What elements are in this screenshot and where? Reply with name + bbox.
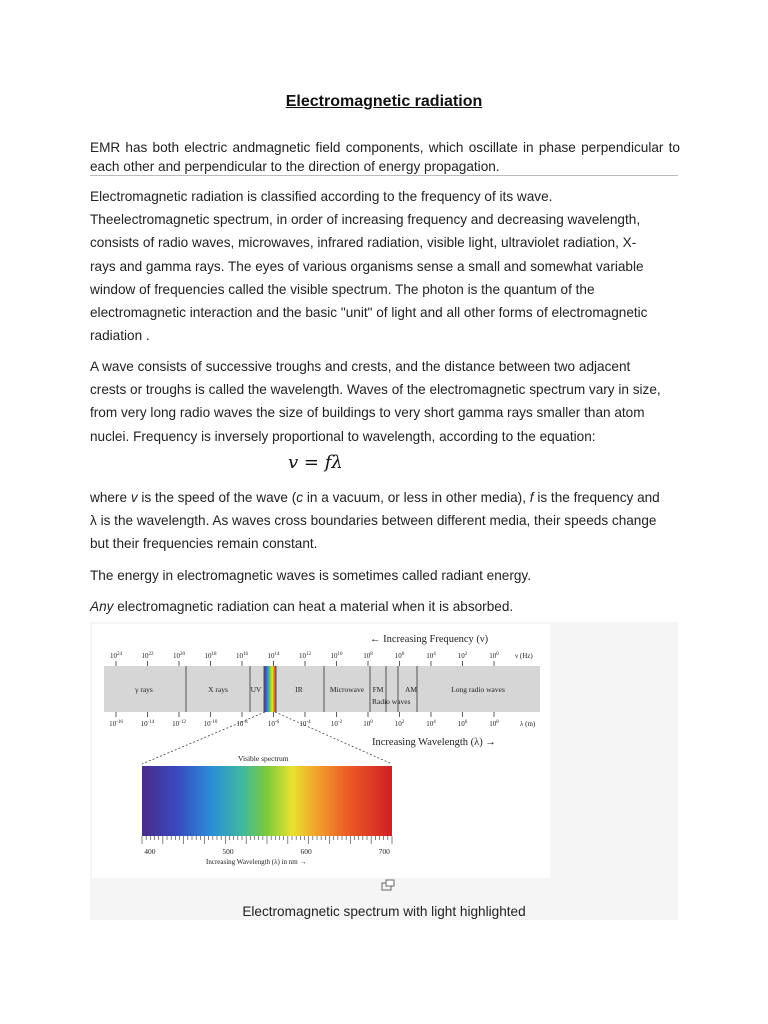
text-line: window of frequencies called the visible spectrum. The photon is the quantum of the [90,281,595,297]
text-span: where [90,490,131,505]
text-line: A wave consists of successive troughs and crests, and the distance between two adjacent [90,359,631,374]
frequency-tick-label: $10^2$ [457,652,468,660]
band-label: X rays [208,685,228,694]
wavelength-tick-label: $10^{-6}$ [267,720,280,728]
text-line: rays and gamma rays. The eyes of various organisms sense a small and somewhat variable [90,258,644,274]
classification-paragraph [90,185,680,347]
text-line: from very long radio waves the size of buildings to very short gamma rays smaller than atom [90,405,645,421]
text-line: Electromagnetic radiation is classified according to the frequency of its wave. [90,189,553,204]
visible-tick-label: 500 [222,847,234,856]
frequency-tick-label: $10^{18}$ [204,652,217,660]
wavelength-tick-label: $10^6$ [457,720,468,728]
text-line: but their frequencies remain constant. [90,536,318,552]
frequency-tick-label: $10^{24}$ [110,652,122,660]
text-line [90,486,680,509]
wavelength-tick-label: $10^{-14}$ [140,720,155,728]
text-span: is the frequency and [533,490,660,505]
radio-waves-label: Radio waves [372,697,411,706]
visible-spectrum-title: Visible spectrum [238,754,289,763]
text-line: Theelectromagnetic spectrum, in order of increasing frequency and decreasing wavelength, [90,212,641,228]
wavelength-tick-label: $10^{-8}$ [236,720,248,728]
symbol-c: c [296,490,304,505]
frequency-unit: ν (Hz) [515,652,533,660]
wavelength-tick-label: $10^{-4}$ [299,720,311,728]
wavelength-unit: λ (m) [520,720,536,728]
intro-paragraph: EMR has both electric andmagnetic field components, which oscillate in phase perpendicular to each other and perpendicular to the direction of energy propagation. [90,140,680,174]
spectrum-figure[interactable] [92,624,550,878]
wavelength-heading: Increasing Wavelength (λ) → [372,737,496,748]
wavelength-tick-label: $10^{-10}$ [203,720,218,728]
energy-paragraph: The energy in electromagnetic waves is sometimes called radiant energy. [90,568,531,583]
frequency-tick-label: $10^{22}$ [141,652,154,660]
expand-image-icon[interactable] [381,879,395,891]
frequency-tick-label: $10^{16}$ [236,652,248,660]
visible-tick-label: 600 [300,847,312,856]
wavelength-tick-label: $10^0$ [363,720,373,728]
wavelength-tick-label: $10^8$ [489,720,499,728]
text-span: electromagnetic radiation can heat a material when it is absorbed. [113,599,514,614]
frequency-tick-label: $10^{14}$ [267,652,280,660]
frequency-tick-label: $10^{10}$ [330,652,343,660]
wavelength-tick-label: $10^{-16}$ [109,720,123,728]
frequency-tick-label: $10^8$ [363,652,373,660]
text-line: λ is the wavelength. As waves cross boundaries between different media, their speeds change [90,513,657,529]
frequency-heading: ← Increasing Frequency (ν) [370,634,489,645]
visible-slit [264,666,276,712]
wavelength-tick-label: $10^{-12}$ [172,720,186,728]
wavelength-tick-label: $10^4$ [426,720,436,728]
frequency-tick-label: $10^0$ [489,652,499,660]
text-line: crests or troughs is called the wavelength. Waves of the electromagnetic spectrum vary in size, [90,382,661,398]
visible-axis-label: Increasing Wavelength (λ) in nm → [206,858,307,866]
text-line: electromagnetic interaction and the basic "unit" of light and all other forms of electromagnetic [90,305,648,321]
visible-tick-label: 400 [144,847,156,856]
band-label: Long radio waves [451,685,505,694]
band-label: IR [295,685,303,694]
text-span: in a vacuum, or less in other media), [303,490,530,505]
band-label: γ rays [135,685,153,694]
band-label: UV [250,685,262,694]
text-line: nuclei. Frequency is inversely proportional to wavelength, according to the equation: [90,428,596,444]
text-line: consists of radio waves, microwaves, infrared radiation, visible light, ultraviolet radiation, X- [90,235,637,251]
page-title: Electromagnetic radiation [285,93,483,110]
text-line: radiation . [90,328,150,344]
text-span: is the speed of the wave ( [137,490,297,505]
band-label: Microwave [329,685,365,694]
symbol-v: v [130,490,138,505]
band-label: AM [404,685,418,694]
wave-paragraph [90,355,680,448]
visible-tick-label: 700 [378,847,390,856]
frequency-tick-label: $10^6$ [394,652,405,660]
frequency-tick-label: $10^{12}$ [299,652,311,660]
emphasis-any: Any [90,599,114,614]
frequency-tick-label: $10^4$ [426,652,436,660]
wave-equation: v = fλ [288,452,343,473]
frequency-tick-label: $10^{20}$ [173,652,185,660]
heat-paragraph [90,595,680,618]
wavelength-tick-label: $10^{-2}$ [330,720,343,728]
visible-spectrum-bar [142,766,392,836]
divider [90,175,678,176]
symbol-f: f [529,490,534,505]
figure-caption: Electromagnetic spectrum with light highlighted [242,904,526,919]
spectrum-diagram [92,624,550,878]
wavelength-tick-label: $10^2$ [394,720,405,728]
where-paragraph [90,486,680,556]
band-label: FM [372,685,384,694]
